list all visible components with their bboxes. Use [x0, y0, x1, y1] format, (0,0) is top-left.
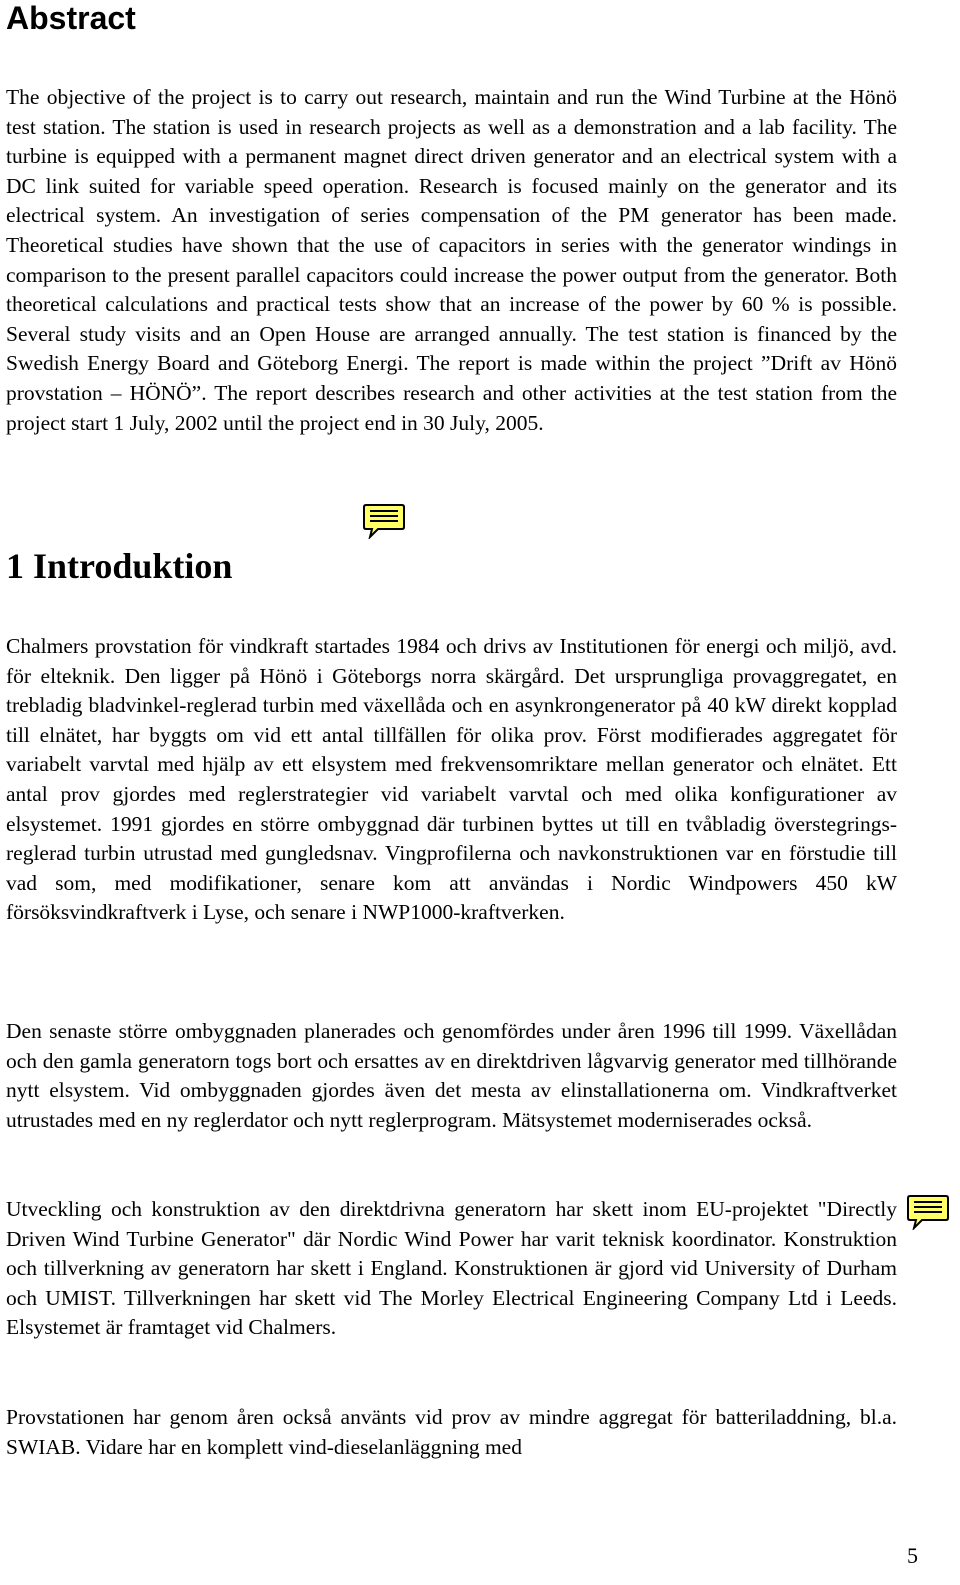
- page-number: 5: [907, 1543, 918, 1568]
- introduction-paragraph-3: Utveckling och konstruktion av den direktdrivna generatorn har skett inom EU-projektet "Directly Driven Wind Turbine Generator" där Nordic Wind Power har varit teknisk koordinator. Konstruktion och tillverkning av generatorn har skett i England. Konstruktionen är gjord vid University of Durham och UMIST. Tillverkningen har skett vid The Morley Electrical Engineering Company Ltd i Leeds. Elsystemet är framtaget vid Chalmers.: [6, 1197, 897, 1340]
- comment-note-icon[interactable]: [906, 1194, 950, 1230]
- introduction-heading: 1 Introduktion: [6, 546, 233, 586]
- introduction-paragraph-2: Den senaste större ombyggnaden planerades och genomfördes under åren 1996 till 1999. Växellådan och den gamla generatorn togs bort och ersattes av en direktdriven lågvarvig generator med tillhörande nytt elsystem. Vid ombyggnaden gjordes även det mesta av elinstallationerna om. Vindkraftverket utrustades med en ny reglerdator och nytt reglerprogram. Mätsystemet moderniserades också.: [6, 1019, 897, 1132]
- abstract-paragraph: The objective of the project is to carry out research, maintain and run the Wind Turbine at the Hönö test station. The station is used in research projects as well as a demonstration and a lab facility. The turbine is equipped with a permanent magnet direct driven generator and an electrical system with a DC link suited for variable speed operation. Research is focused mainly on the generator and its electrical system. An investigation of series compensation of the PM generator has been made. Theoretical studies have shown that the use of capacitors in series with the generator windings in comparison to the present parallel capacitors could increase the power output from the generator. Both theoretical calculations and practical tests show that an increase of the power by 60 % is possible. Several study visits and an Open House are arranged annually. The test station is financed by the Swedish Energy Board and Göteborg Energi. The report is made within the project ”Drift av Hönö provstation – HÖNÖ”. The report describes research and other activities at the test station from the project start 1 July, 2002 until the project end in 30 July, 2005.: [6, 85, 897, 435]
- introduction-paragraph-1: Chalmers provstation för vindkraft startades 1984 och drivs av Institutionen för energi och miljö, avd. för elteknik. Den ligger på Hönö i Göteborgs norra skärgård. Det ursprungliga provaggregatet, en trebladig bladvinkel-reglerad turbin med växellåda och en asynkrongenerator på 40 kW direkt kopplad till elnätet, har byggts om vid ett antal tillfällen för olika prov. Först modifierades aggregatet för variabelt varvtal med hjälp av ett elsystem med frekvensomriktare mellan generator och elnätet. Ett antal prov gjordes med reglerstrategier vid variabelt varvtal och med olika konfigurationer av elsystemet. 1991 gjordes en större ombyggnad där turbinen byttes ut till en tvåbladig överstegrings-reglerad turbin utrustad med gungledsnav. Vingprofilerna och navkonstruktionen var en förstudie till vad som, med modifikationer, senare kom att användas i Nordic Windpowers 450 kW försöksvindkraftverk i Lyse, och senare i NWP1000-kraftverken.: [6, 634, 897, 925]
- abstract-heading: Abstract: [6, 0, 136, 36]
- comment-note-icon[interactable]: [362, 503, 406, 539]
- introduction-paragraph-4: Provstationen har genom åren också använts vid prov av mindre aggregat för batteriladdning, bl.a. SWIAB. Vidare har en komplett vind-dieselanläggning med: [6, 1405, 897, 1459]
